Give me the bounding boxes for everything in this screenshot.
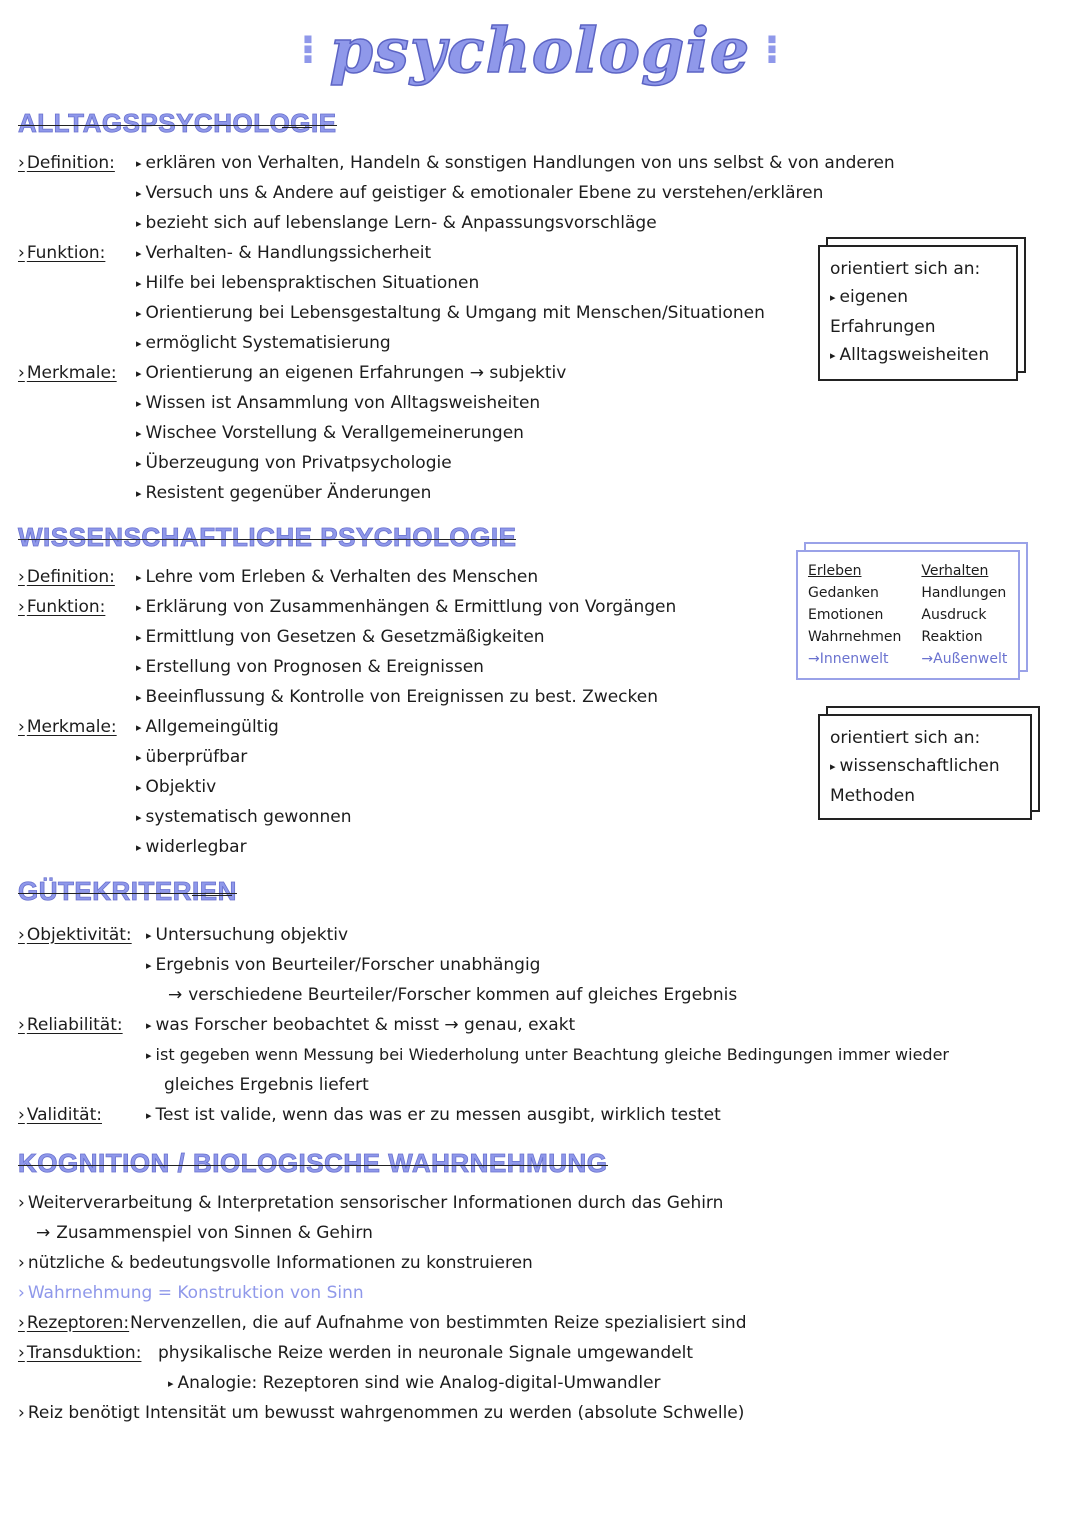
- objektivitaet-label: › Objektivität:: [18, 920, 132, 950]
- list-item: ▸ Erstellung von Prognosen & Ereignissen: [136, 652, 484, 684]
- section-heading-alltag: ALLTAGSPSYCHOLOGIE: [18, 108, 337, 138]
- definition-text: ▸ Lehre vom Erleben & Verhalten des Menschen: [136, 562, 538, 594]
- verhalten-column: [921, 560, 1007, 670]
- list-item: ▸ ist gegeben wenn Messung bei Wiederholung unter Beachtung gleiche Bedingungen immer wieder: [146, 1040, 949, 1072]
- decorative-dots-left: ⁝: [300, 27, 316, 73]
- list-item: ▸ überprüfbar: [136, 742, 247, 774]
- section-heading-guete: GÜTEKRITERIEN: [18, 876, 237, 906]
- wissenschaft-content: [18, 562, 798, 862]
- highlighted-line: › Wahrnehmung = Konstruktion von Sinn: [18, 1278, 364, 1308]
- title-bar: [0, 0, 1080, 100]
- verhalten-item: Reaktion: [921, 629, 983, 645]
- box-title: orientiert sich an:: [830, 259, 981, 279]
- wissenschaft-orientation-box: [818, 714, 1032, 820]
- verhalten-heading: Verhalten: [921, 563, 989, 579]
- list-item: ▸ Resistent gegenüber Änderungen: [136, 478, 431, 510]
- list-item: ▸ Wischee Vorstellung & Verallgemeinerungen: [136, 418, 524, 450]
- list-item: ▸ bezieht sich auf lebenslange Lern- & Anpassungsvorschläge: [136, 208, 657, 240]
- list-item: ▸ Überzeugung von Privatpsychologie: [136, 448, 452, 480]
- erleben-item: Gedanken: [808, 585, 879, 601]
- erleben-item: Wahrnehmen: [808, 629, 902, 645]
- list-item: ▸ Wissen ist Ansammlung von Alltagsweisheiten: [136, 388, 540, 420]
- validitaet-label: › Validität:: [18, 1100, 102, 1130]
- section-heading-kognition: KOGNITION / BIOLOGISCHE WAHRNEHMUNG: [18, 1148, 608, 1178]
- list-item: ▸ widerlegbar: [136, 832, 247, 864]
- list-item: ▸ Test ist valide, wenn das was er zu messen ausgibt, wirklich testet: [146, 1100, 721, 1132]
- list-item: ▸ Orientierung bei Lebensgestaltung & Umgang mit Menschen/Situationen: [136, 298, 765, 330]
- list-item: ▸ was Forscher beobachtet & misst → genau, exakt: [146, 1010, 575, 1042]
- definition-label: › Definition:: [18, 148, 115, 178]
- list-item: ▸ Versuch uns & Andere auf geistiger & emotionaler Ebene zu verstehen/erklären: [136, 178, 823, 210]
- box-title: orientiert sich an:: [830, 728, 981, 748]
- definition-label: › Definition:: [18, 562, 115, 592]
- text-line: › Reiz benötigt Intensität um bewusst wahrgenommen zu werden (absolute Schwelle): [18, 1398, 744, 1428]
- list-item: ▸ Objektiv: [136, 772, 216, 804]
- aussenwelt-note: →Außenwelt: [921, 651, 1008, 667]
- section-heading-wissenschaft: WISSENSCHAFTLICHE PSYCHOLOGIE: [18, 522, 517, 552]
- text-line: Nervenzellen, die auf Aufnahme von bestimmten Reize spezialisiert sind: [130, 1313, 747, 1333]
- list-item: ▸ Ermittlung von Gesetzen & Gesetzmäßigkeiten: [136, 622, 545, 654]
- box-item: ▸ wissenschaftlichen Methoden: [830, 752, 1020, 810]
- list-item: ▸ Ergebnis von Beurteiler/Forscher unabhängig: [146, 950, 540, 982]
- list-item: ▸ Hilfe bei lebenspraktischen Situationen: [136, 268, 479, 300]
- erleben-verhalten-box: [796, 550, 1020, 680]
- erleben-column: [808, 560, 901, 670]
- alltag-definition: [18, 148, 895, 508]
- list-item: ▸ Erklärung von Zusammenhängen & Ermittlung von Vorgängen: [136, 592, 676, 624]
- text-line: › Weiterverarbeitung & Interpretation sensorischer Informationen durch das Gehirn: [18, 1188, 723, 1218]
- box-item: ▸ Alltagsweisheiten: [830, 341, 1006, 371]
- list-item: ▸ Verhalten- & Handlungssicherheit: [136, 238, 431, 270]
- list-item: ▸ Untersuchung objektiv: [146, 920, 348, 952]
- innenwelt-note: →Innenwelt: [808, 651, 889, 667]
- reliabilitaet-label: › Reliabilität:: [18, 1010, 123, 1040]
- heading-underline-tail: [282, 127, 312, 128]
- decorative-dots-right: ⁝: [764, 27, 780, 73]
- list-item: ▸ ermöglicht Systematisierung: [136, 328, 391, 360]
- verhalten-item: Handlungen: [921, 585, 1007, 601]
- alltag-orientation-box: [818, 245, 1018, 381]
- list-item: ▸ Beeinflussung & Kontrolle von Ereignissen zu best. Zwecken: [136, 682, 658, 714]
- list-item: ▸ Allgemeingültig: [136, 712, 279, 744]
- erleben-heading: Erleben: [808, 563, 862, 579]
- box-item: ▸ eigenen Erfahrungen: [830, 283, 1006, 341]
- list-item: ▸ Orientierung an eigenen Erfahrungen → subjektiv: [136, 358, 566, 390]
- merkmale-label: › Merkmale:: [18, 712, 117, 742]
- verhalten-item: Ausdruck: [921, 607, 987, 623]
- analogie-line: ▸ Analogie: Rezeptoren sind wie Analog-digital-Umwandler: [168, 1368, 661, 1400]
- text-line: › nützliche & bedeutungsvolle Informationen zu konstruieren: [18, 1248, 533, 1278]
- heading-underline-tail: [192, 895, 232, 896]
- sub-item: → verschiedene Beurteiler/Forscher kommen auf gleiches Ergebnis: [168, 980, 737, 1010]
- text-line: → Zusammenspiel von Sinnen & Gehirn: [36, 1218, 373, 1248]
- funktion-label: › Funktion:: [18, 592, 105, 622]
- list-item: ▸ systematisch gewonnen: [136, 802, 352, 834]
- guete-content: [18, 920, 1068, 1130]
- funktion-label: › Funktion:: [18, 238, 105, 268]
- list-item: ▸ erklären von Verhalten, Handeln & sonstigen Handlungen von uns selbst & von anderen: [136, 148, 895, 180]
- text-line: physikalische Reize werden in neuronale Signale umgewandelt: [158, 1343, 694, 1363]
- rezeptoren-label: › Rezeptoren:: [18, 1308, 129, 1338]
- list-item-continuation: gleiches Ergebnis liefert: [164, 1075, 369, 1095]
- kognition-content: [18, 1188, 1068, 1428]
- erleben-item: Emotionen: [808, 607, 884, 623]
- transduktion-label: › Transduktion:: [18, 1338, 141, 1368]
- page-title: psychologie: [329, 13, 751, 87]
- merkmale-label: › Merkmale:: [18, 358, 117, 388]
